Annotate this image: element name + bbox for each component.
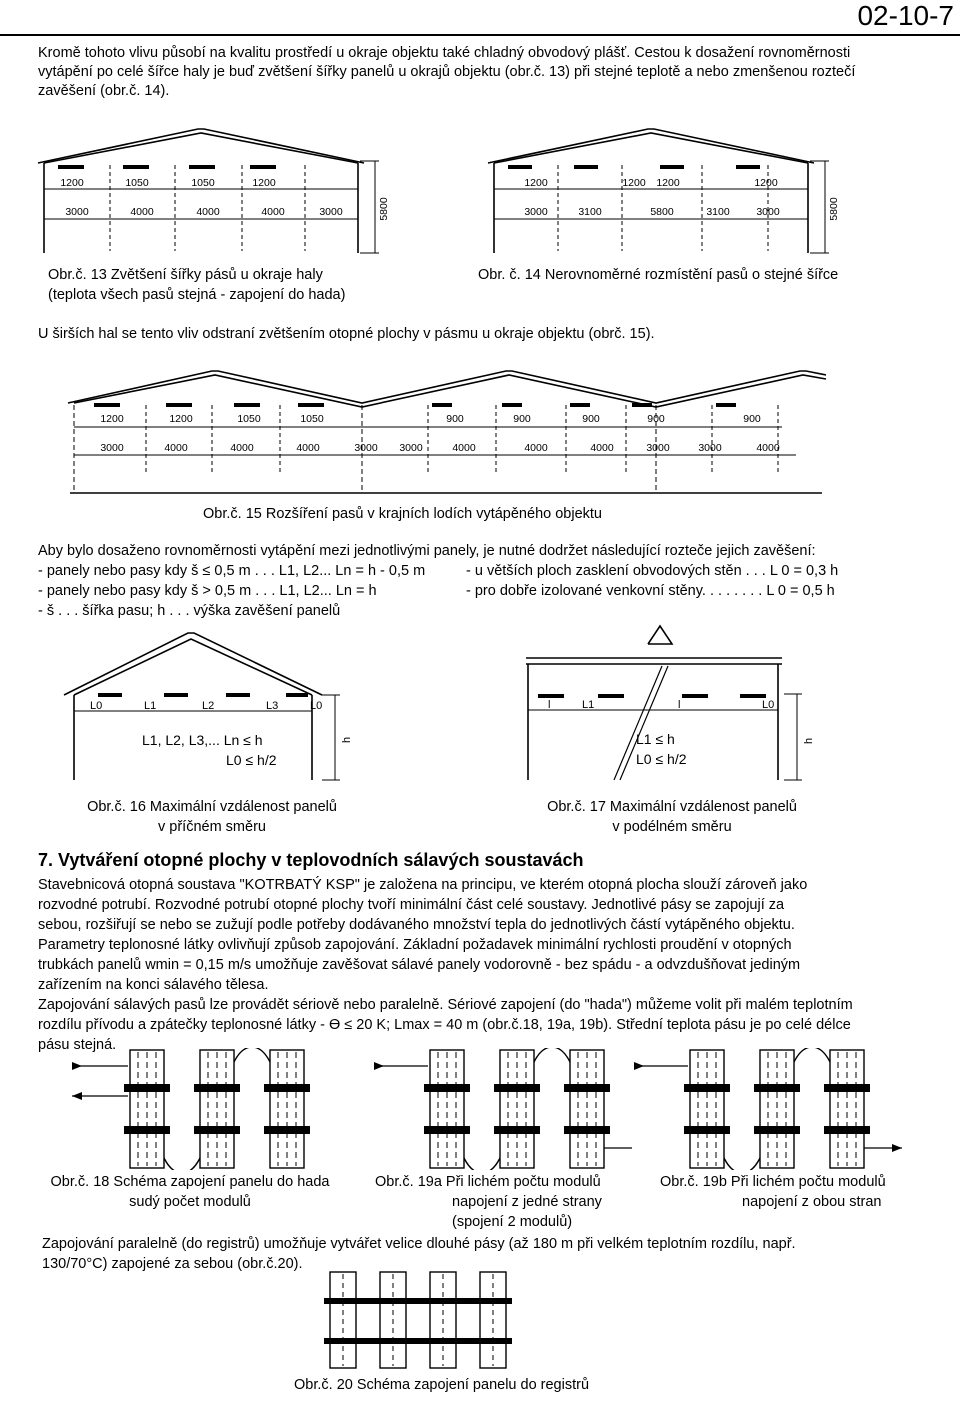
fig13-spacing-label: 4000	[261, 206, 285, 218]
fig14-spacing-label: 5800	[650, 206, 674, 218]
figure-18-19-schematics	[70, 1048, 910, 1170]
fig15-spacing-label: 4000	[230, 442, 254, 454]
fig19a-caption	[375, 1172, 602, 1232]
fig13-height-label: 5800	[378, 197, 390, 221]
paragraph-line: zařízením na konci sálavého tělesa.	[38, 977, 269, 993]
fig16-label: L1	[144, 700, 157, 712]
spacing-rules	[38, 541, 938, 621]
fig13-spacing-label: 4000	[196, 206, 220, 218]
fig15-spacing-label: 4000	[296, 442, 320, 454]
rules-intro: Aby bylo dosaženo rovnoměrnosti vytápění mezi jednotlivými panely, je nutné dodržet následující rozteče jejich zavěšení:	[38, 543, 816, 559]
fig15-caption: Obr.č. 15 Rozšíření pasů v krajních lodích vytápěného objektu	[203, 506, 602, 522]
figure-20-register-schematic	[270, 1268, 650, 1373]
fig14-width-label: 1200	[622, 177, 646, 189]
figure-15-multi-bay-section	[66, 365, 826, 500]
fig19b-caption-line: napojení z obou stran	[742, 1194, 882, 1210]
fig15-spacing-label: 3000	[399, 442, 423, 454]
rule-2-left: - panely nebo pasy kdy š > 0,5 m . . . L1, L2... Ln = h	[38, 583, 377, 599]
fig15-width-label: 1200	[169, 413, 193, 425]
fig15-spacing-label: 4000	[524, 442, 548, 454]
rule-1-right: - u větších ploch zasklení obvodových stěn . . . L 0 = 0,3 h	[466, 563, 839, 579]
fig20-caption: Obr.č. 20 Schéma zapojení panelu do registrů	[294, 1377, 590, 1393]
paragraph-line: Parametry teplonosné látky ovlivňují způsob zapojování. Základní požadavek minimální rychlosti proudění v otopných	[38, 937, 792, 953]
fig13-width-label: 1050	[125, 177, 149, 189]
fig13-width-label: 1050	[191, 177, 215, 189]
paragraph-line: Zapojování sálavých pasů lze provádět sériově nebo paralelně. Sériové zapojení (do "hada") můžeme volit při malém teplotním	[38, 997, 853, 1013]
fig14-spacing-label: 3100	[578, 206, 602, 218]
fig16-formula-2: L0 ≤ h/2	[226, 752, 277, 768]
figure-14-hall-section	[480, 125, 850, 265]
fig17-h-label: h	[803, 737, 815, 744]
fig16-formula-1: L1, L2, L3,... Ln ≤ h	[142, 732, 263, 748]
intro-paragraph	[38, 44, 928, 101]
fig16-label: L0	[310, 700, 323, 712]
fig15-width-label: 1050	[300, 413, 324, 425]
page-number: 02-10-7	[857, 0, 954, 31]
section-7-heading: 7. Vytváření otopné plochy v teplovodních sálavých soustavách	[38, 850, 584, 870]
fig19a-schematic	[374, 1048, 632, 1170]
intro-line: Kromě tohoto vlivu působí na kvalitu prostředí u okraje objektu také chladný obvodový plášť. Cestou k dosažení rovnoměrnosti	[38, 45, 851, 61]
fig13-width-label: 1200	[60, 177, 84, 189]
intro-line: zavěšení (obr.č. 14).	[38, 83, 170, 99]
fig19a-caption-line: (spojení 2 modulů)	[452, 1214, 573, 1230]
fig13-caption-line: Obr.č. 13 Zvětšení šířky pásů u okraje haly	[48, 267, 323, 283]
figure-16-transverse-diagram	[60, 625, 380, 795]
fig17-label: L0	[762, 699, 775, 711]
fig19a-caption-line: Obr.č. 19a Při lichém počtu modulů	[375, 1174, 601, 1190]
fig17-caption	[512, 797, 832, 837]
fig16-caption-line: v příčném směru	[158, 819, 266, 835]
fig15-spacing-label: 4000	[756, 442, 780, 454]
paragraph-line: 130/70°C) zapojené za sebou (obr.č.20).	[42, 1256, 303, 1272]
rule-1-left: - panely nebo pasy kdy š ≤ 0,5 m . . . L1, L2... Ln = h - 0,5 m	[38, 563, 426, 579]
header-rule	[0, 34, 960, 36]
fig13-caption	[48, 265, 345, 305]
fig15-spacing-label: 4000	[164, 442, 188, 454]
fig14-spacing-label: 3000	[756, 206, 780, 218]
fig16-caption	[82, 797, 342, 837]
fig14-height-label: 5800	[828, 197, 840, 221]
paragraph-line: trubkách panelů wmin = 0,15 m/s umožňuje zavěšovat sálavé panely vodorovně - bez spádu - a odvzdušňovat jediným	[38, 957, 801, 973]
fig14-spacing-label: 3000	[524, 206, 548, 218]
fig18-schematic	[72, 1048, 310, 1170]
fig15-width-label: 1200	[100, 413, 124, 425]
fig18-caption-line: Obr.č. 18 Schéma zapojení panelu do hada	[50, 1174, 330, 1190]
fig19b-schematic	[634, 1048, 902, 1170]
paragraph-line: pásu stejná.	[38, 1037, 117, 1053]
fig13-width-label: 1200	[252, 177, 276, 189]
fig15-spacing-label: 3000	[100, 442, 124, 454]
fig17-formula-1: L1 ≤ h	[636, 731, 675, 747]
fig15-width-label: 900	[647, 413, 665, 425]
fig17-label: L1	[582, 699, 595, 711]
fig13-spacing-label: 3000	[319, 206, 343, 218]
section-7-paragraph-1	[38, 875, 916, 995]
fig16-label: L0	[90, 700, 103, 712]
paragraph-line: Zapojování paralelně (do registrů) umožňuje vytvářet velice dlouhé pásy (až 180 m při velkém teplotním rozdílu, např.	[42, 1236, 796, 1252]
fig17-label: l	[548, 699, 551, 711]
fig15-width-label: 1050	[237, 413, 261, 425]
fig15-spacing-label: 3000	[698, 442, 722, 454]
section-7-paragraph-2	[38, 995, 923, 1055]
fig16-label: L3	[266, 700, 279, 712]
paragraph-line: rozvodné potrubí. Rozvodné potrubí otopné plochy tvoří minimální část celé soustavy. Jednotlivé pásy se zapojují za	[38, 897, 785, 913]
fig15-width-label: 900	[446, 413, 464, 425]
figure-17-longitudinal-diagram	[522, 620, 822, 795]
fig16-label: L2	[202, 700, 215, 712]
fig14-caption: Obr. č. 14 Nerovnoměrné rozmístění pasů o stejné šířce	[478, 267, 839, 283]
paragraph-line: Stavebnicová otopná soustava "KOTRBATÝ KSP" je založena na principu, ve kterém otopná plocha slouží zároveň jako	[38, 877, 808, 893]
rule-2-right: - pro dobře izolované venkovní stěny. . . . . . . . L 0 = 0,5 h	[466, 583, 835, 599]
paragraph-line: sebou, rozšiřují se nebo se zužují podle potřeby dodávaného množství tepla do jednotlivých částí vytápěného objektu.	[38, 917, 795, 933]
fig17-label: l	[678, 699, 681, 711]
fig14-width-label: 1200	[754, 177, 778, 189]
fig13-spacing-label: 4000	[130, 206, 154, 218]
fig17-formula-2: L0 ≤ h/2	[636, 751, 687, 767]
fig19a-caption-line: napojení z jedné strany	[452, 1194, 602, 1210]
fig16-caption-line: Obr.č. 16 Maximální vzdálenost panelů	[87, 799, 337, 815]
fig16-h-label: h	[341, 736, 353, 743]
figure-13-hall-section	[30, 125, 400, 265]
fig15-spacing-label: 3000	[646, 442, 670, 454]
rule-3: - š . . . šířka pasu; h . . . výška zavěšení panelů	[38, 603, 341, 619]
fig18-caption-line: sudý počet modulů	[129, 1194, 251, 1210]
wide-halls-paragraph: U širších hal se tento vliv odstraní zvětšením otopné plochy v pásmu u okraje objektu (obrč. 15).	[38, 326, 655, 342]
fig14-width-label: 1200	[656, 177, 680, 189]
fig18-caption	[40, 1172, 340, 1212]
fig19b-caption-line: Obr.č. 19b Při lichém počtu modulů	[660, 1174, 886, 1190]
fig15-spacing-label: 3000	[354, 442, 378, 454]
fig19b-caption	[660, 1172, 886, 1212]
fig15-width-label: 900	[513, 413, 531, 425]
fig17-caption-line: Obr.č. 17 Maximální vzdálenost panelů	[547, 799, 797, 815]
fig15-spacing-label: 4000	[452, 442, 476, 454]
fig15-spacing-label: 4000	[590, 442, 614, 454]
paragraph-line: rozdílu přívodu a zpátečky teplonosné látky - ϴ ≤ 20 K; Lmax = 40 m (obr.č.18, 19a, 19b). Střední teplota pásu je po celé délce	[38, 1017, 851, 1033]
fig15-width-label: 900	[582, 413, 600, 425]
fig13-spacing-label: 3000	[65, 206, 89, 218]
fig14-spacing-label: 3100	[706, 206, 730, 218]
fig14-width-label: 1200	[524, 177, 548, 189]
fig15-width-label: 900	[743, 413, 761, 425]
fig17-caption-line: v podélném směru	[612, 819, 732, 835]
fig13-caption-line: (teplota všech pasů stejná - zapojení do hada)	[48, 287, 346, 303]
intro-line: vytápění po celé šířce haly je buď zvětšení šířky panelů u okrajů objektu (obr.č. 13) při stejné teplotě a nebo zmenšenou roztečí	[38, 64, 856, 80]
